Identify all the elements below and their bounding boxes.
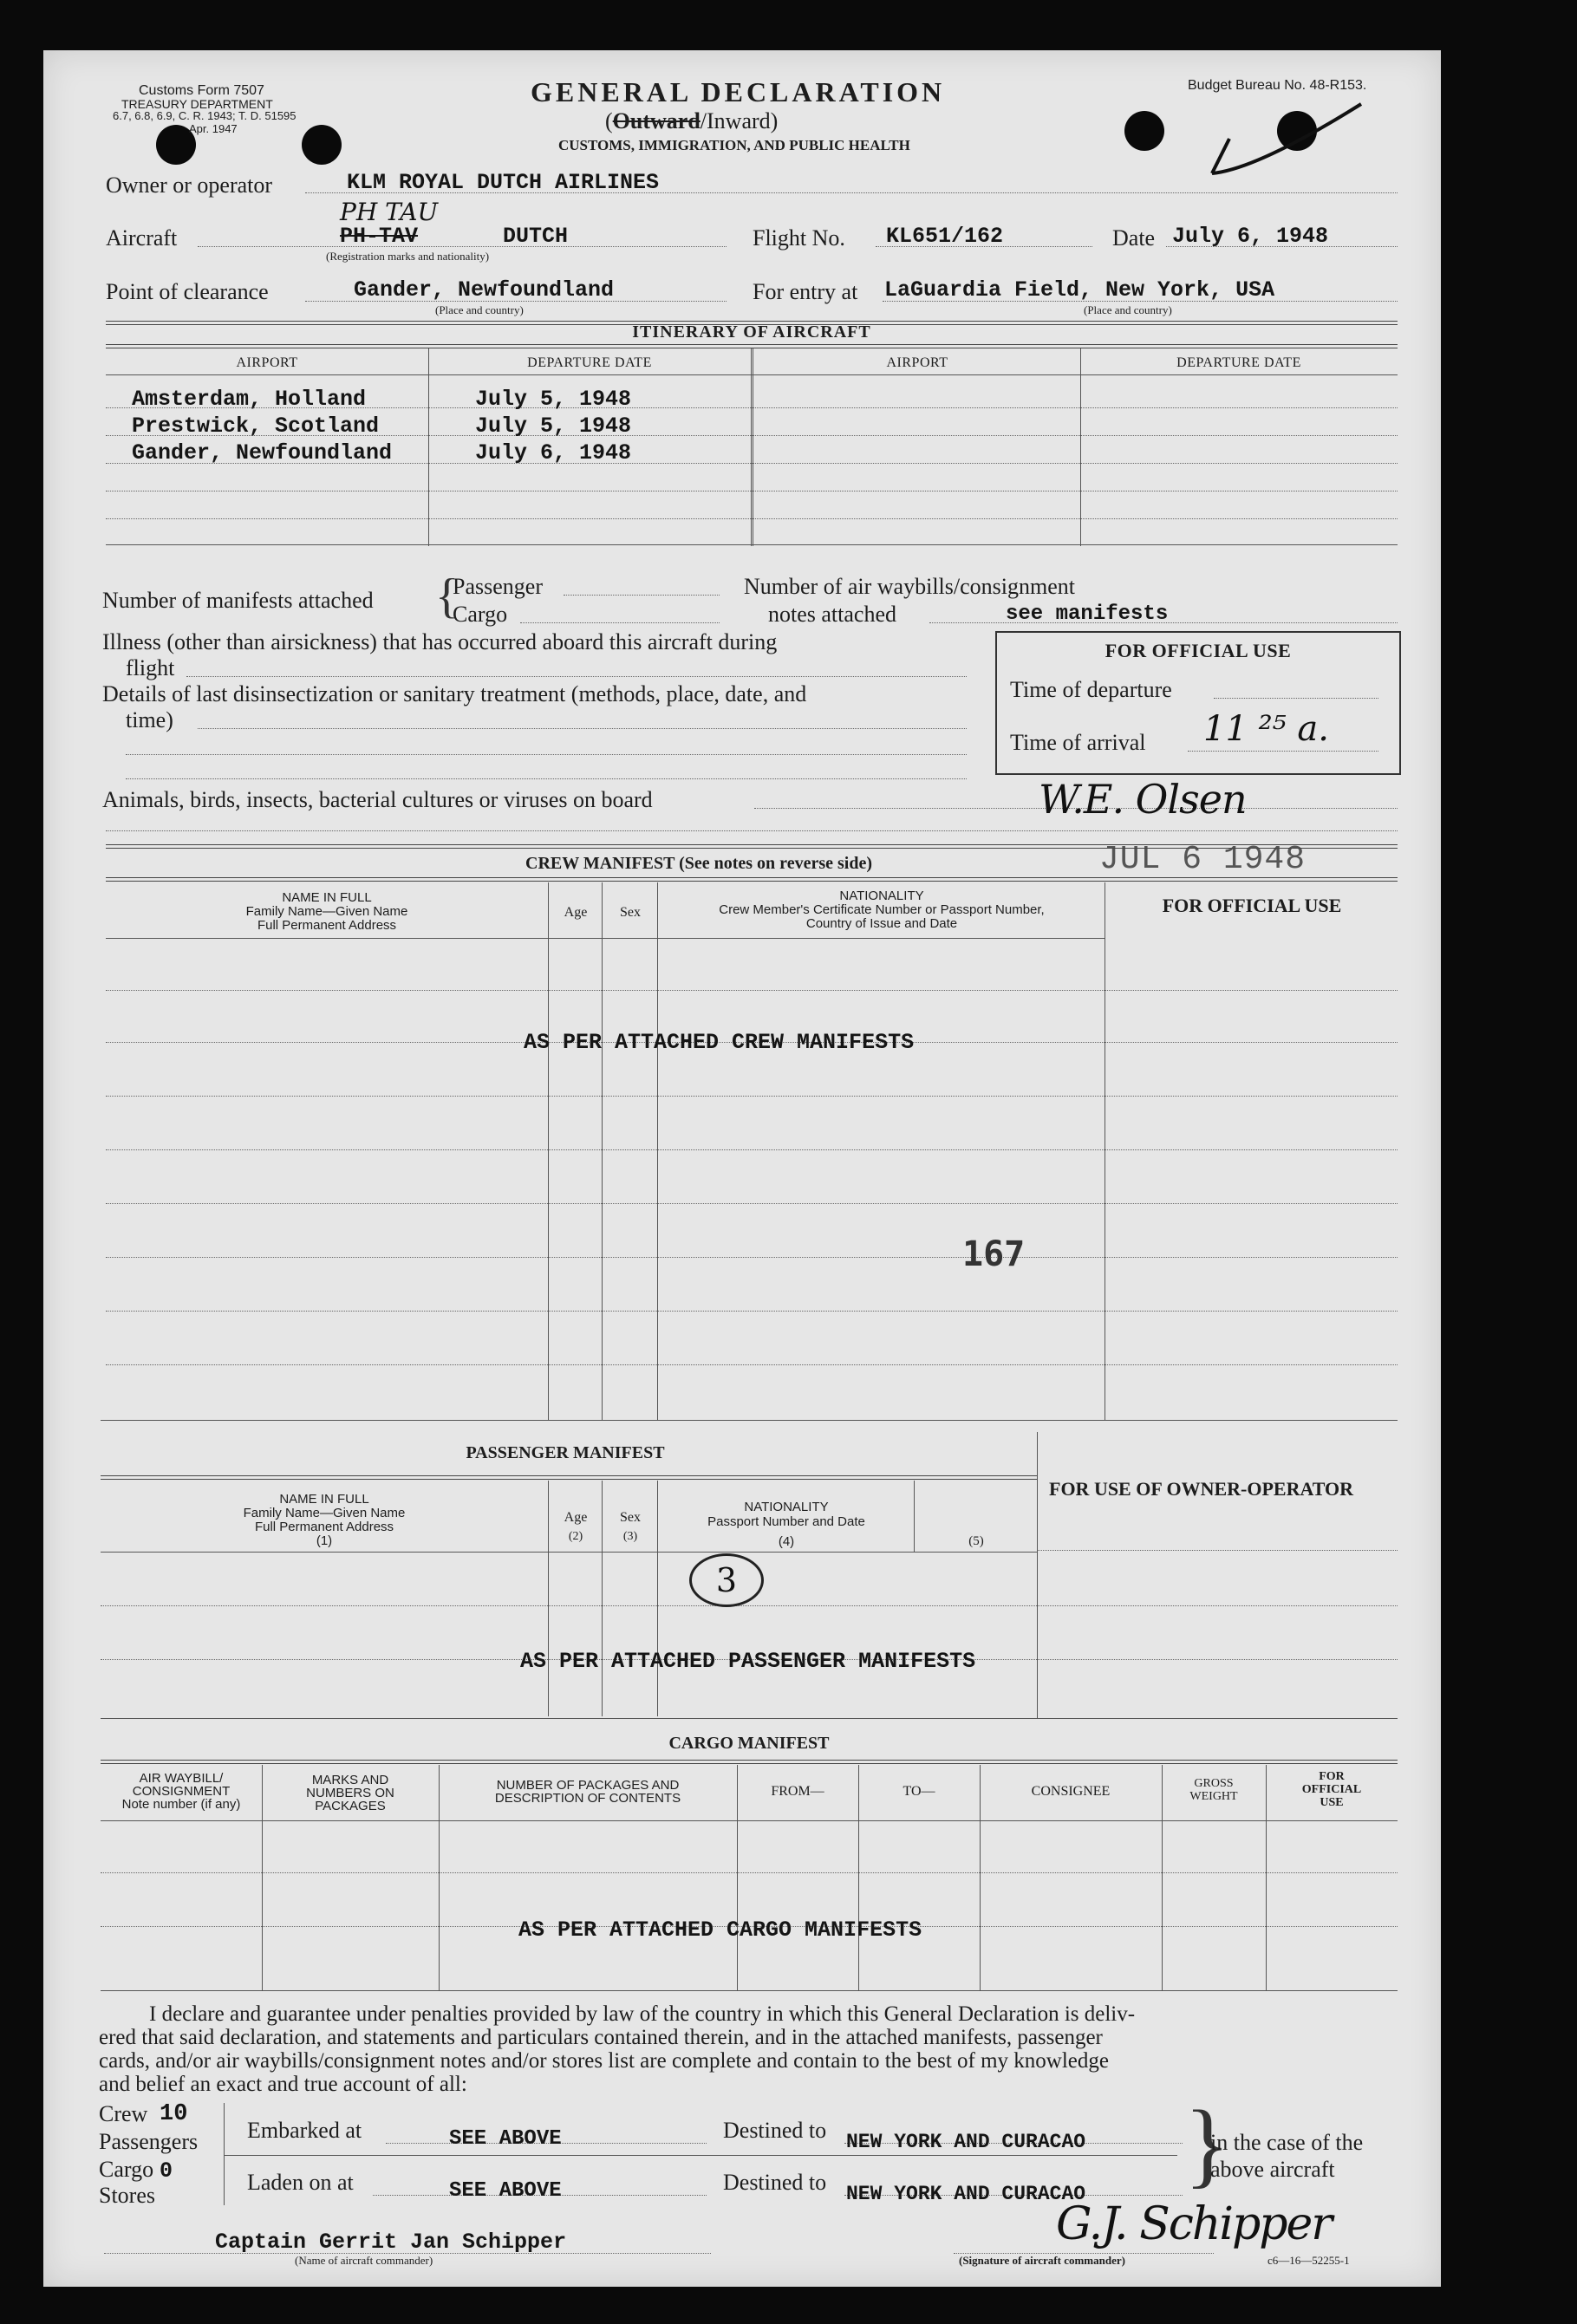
passenger-col-sex	[603, 1508, 657, 1546]
document-subtitle: CUSTOMS, IMMIGRATION, AND PUBLIC HEALTH	[558, 137, 910, 153]
waybills-label-2: notes attached	[768, 602, 896, 627]
cargo-col-l1: NUMBER OF PACKAGES AND	[496, 1778, 680, 1793]
declaration-line: I declare and guarantee under penalties provided by law of the country in which this General Declaration is deliv-	[149, 2002, 1136, 2026]
laden-label: Laden on at	[247, 2170, 354, 2195]
passenger-col-sex-label: Sex	[620, 1510, 641, 1525]
cargo-col-l2: NUMBERS ON	[306, 1786, 394, 1800]
official-signature: W.E. Olsen	[1039, 776, 1247, 823]
date-label: Date	[1112, 225, 1156, 251]
aircraft-caption: (Registration marks and nationality)	[326, 250, 490, 263]
passenger-col-nat-1: NATIONALITY	[744, 1500, 829, 1514]
passenger-col-name	[101, 1493, 548, 1548]
illness-label: Illness (other than airsickness) that has occurred aboard this aircraft during	[102, 629, 778, 654]
brace: {	[435, 570, 459, 623]
crew-col-name-1: NAME IN FULL	[282, 890, 372, 905]
destined-value: NEW YORK AND CURACAO	[846, 2131, 1086, 2153]
cargo-col-to: TO—	[903, 1784, 935, 1799]
cargo-title: CARGO MANIFEST	[668, 1734, 830, 1753]
declaration-text	[99, 2002, 1398, 2096]
department: TREASURY DEPARTMENT	[121, 97, 273, 111]
commander-caption: (Name of aircraft commander)	[295, 2254, 433, 2267]
passenger-col-name-1: NAME IN FULL	[279, 1492, 369, 1507]
time-arrival-value: 11 ²⁵ a.	[1203, 709, 1329, 749]
itinerary-col-airport: AIRPORT	[236, 355, 298, 370]
cargo-col-l1: AIR WAYBILL/	[139, 1771, 224, 1786]
itinerary-col-airport-2: AIRPORT	[886, 355, 948, 370]
crew-typed: AS PER ATTACHED CREW MANIFESTS	[524, 1030, 915, 1055]
crew-count: 10	[160, 2101, 188, 2127]
cargo-col-l2: CONSIGNMENT	[132, 1784, 231, 1799]
declaration-page	[43, 50, 1441, 2287]
passenger-col-n3: (3)	[622, 1530, 638, 1543]
declaration-line: ered that said declaration, and statements and particulars contained therein, and in the attached manifests, passenger	[99, 2026, 1103, 2049]
time-departure-label: Time of departure	[1010, 677, 1172, 702]
direction-inward: /Inward)	[700, 108, 779, 133]
passenger-col-nationality	[659, 1500, 914, 1549]
commander-name: Captain Gerrit Jan Schipper	[215, 2230, 567, 2255]
entry-caption: (Place and country)	[1084, 303, 1172, 316]
manifests-label: Number of manifests attached	[102, 588, 374, 613]
itinerary-airport: Amsterdam, Holland	[132, 387, 367, 412]
date-stamp: JUL 6 1948	[1099, 841, 1307, 878]
cargo-col-l1: GROSS	[1194, 1777, 1234, 1790]
passenger-col-n2: (2)	[568, 1530, 583, 1543]
clearance-caption: (Place and country)	[435, 303, 524, 316]
stores-label: Stores	[99, 2183, 155, 2208]
punch-hole	[302, 125, 342, 165]
cargo-col-weight	[1162, 1777, 1266, 1803]
crew-col-name-3: Full Permanent Address	[257, 918, 397, 933]
itinerary-airport: Gander, Newfoundland	[132, 440, 393, 465]
cargo-col-l3: USE	[1320, 1796, 1344, 1809]
cargo-col-l3: Note number (if any)	[121, 1797, 241, 1812]
illness-label-2: flight	[126, 655, 175, 680]
passenger-typed: AS PER ATTACHED PASSENGER MANIFESTS	[520, 1649, 976, 1674]
crew-stamp-number: 167	[962, 1234, 1026, 1274]
cargo-col-l2: OFFICIAL	[1301, 1783, 1362, 1796]
punch-hole	[1124, 111, 1164, 151]
waybills-label: Number of air waybills/consignment	[744, 574, 1075, 599]
animals-label: Animals, birds, insects, bacterial cultures or viruses on board	[102, 787, 653, 812]
cargo-col-l2: DESCRIPTION OF CONTENTS	[494, 1791, 681, 1806]
clearance-value: Gander, Newfoundland	[354, 277, 615, 303]
manifests-passenger: Passenger	[453, 574, 543, 599]
case-line-2: above aircraft	[1210, 2157, 1335, 2182]
regulations: 6.7, 6.8, 6.9, C. R. 1943; T. D. 51595	[113, 109, 297, 122]
aircraft-nationality: DUTCH	[503, 224, 569, 249]
itinerary-airport: Prestwick, Scotland	[132, 413, 380, 439]
cargo-col-l3: PACKAGES	[315, 1799, 386, 1813]
budget-number: Budget Bureau No. 48-R153.	[1188, 78, 1367, 93]
embarked-label: Embarked at	[247, 2118, 362, 2143]
checkmark-icon	[1205, 91, 1378, 186]
brace-right: }	[1184, 2091, 1230, 2197]
owner-value: KLM ROYAL DUTCH AIRLINES	[347, 170, 660, 195]
document-title: GENERAL DECLARATION	[531, 76, 946, 107]
cargo-col-l2: WEIGHT	[1189, 1790, 1238, 1803]
passenger-col-name-2: Family Name—Given Name	[243, 1506, 406, 1520]
crew-title: CREW MANIFEST (See notes on reverse side)	[525, 854, 872, 873]
manifests-cargo: Cargo	[453, 602, 508, 627]
flight-label: Flight No.	[753, 225, 845, 251]
cargo-col-official	[1266, 1770, 1398, 1809]
signature-caption: (Signature of aircraft commander)	[959, 2254, 1125, 2267]
official-box-title: FOR OFFICIAL USE	[1105, 640, 1292, 661]
passenger-col-n5: (5)	[968, 1534, 984, 1548]
print-code: c6—16—52255-1	[1267, 2254, 1350, 2267]
passenger-col-name-3: Full Permanent Address	[254, 1520, 394, 1534]
passenger-title: PASSENGER MANIFEST	[466, 1443, 665, 1462]
waybills-value: see manifests	[1006, 602, 1169, 626]
crew-col-sex: Sex	[620, 905, 641, 920]
form-id: Customs Form 7507	[139, 83, 264, 98]
commander-signature: G.J. Schipper	[1056, 2198, 1332, 2250]
passenger-col-age	[550, 1508, 602, 1546]
crew-col-official: FOR OFFICIAL USE	[1162, 895, 1342, 916]
case-line-1: in the case of the	[1210, 2130, 1364, 2155]
itinerary-date: July 6, 1948	[475, 440, 632, 465]
crew-col-name	[106, 891, 548, 933]
cargo-col-l1: FOR	[1319, 1770, 1345, 1783]
itinerary-date: July 5, 1948	[475, 387, 632, 412]
aircraft-handwritten: PH TAU	[340, 198, 439, 226]
destined-label: Destined to	[723, 2118, 827, 2143]
disinsect-label-2: time)	[126, 707, 173, 732]
struck-outward: Outward	[612, 108, 701, 133]
passenger-handwritten: 3	[689, 1553, 764, 1607]
crew-label: Crew	[99, 2101, 148, 2126]
itinerary-date: July 5, 1948	[475, 413, 632, 439]
crew-col-nat-1: NATIONALITY	[839, 889, 924, 903]
passenger-col-nat-2: Passport Number and Date	[707, 1514, 865, 1529]
crew-col-nat-2: Crew Member's Certificate Number or Passport Number,	[719, 902, 1045, 917]
aircraft-registration: PH-TAV	[340, 224, 419, 249]
date-value: July 6, 1948	[1172, 224, 1329, 249]
declaration-line: and belief an exact and true account of all:	[99, 2073, 467, 2096]
passenger-col-age-label: Age	[564, 1510, 588, 1525]
destined-label-2: Destined to	[723, 2170, 827, 2195]
crew-col-nationality	[659, 889, 1105, 931]
time-arrival-label: Time of arrival	[1010, 730, 1146, 755]
itinerary-col-departure: DEPARTURE DATE	[527, 355, 652, 370]
cargo-typed: AS PER ATTACHED CARGO MANIFESTS	[518, 1917, 922, 1943]
entry-value: LaGuardia Field, New York, USA	[884, 277, 1275, 303]
crew-col-name-2: Family Name—Given Name	[245, 904, 408, 919]
itinerary-col-departure-2: DEPARTURE DATE	[1176, 355, 1301, 370]
declaration-line: cards, and/or air waybills/consignment notes and/or stores list are complete and contain to the best of my knowledge	[99, 2049, 1109, 2073]
laden-value: SEE ABOVE	[449, 2179, 562, 2203]
destined-value-2: NEW YORK AND CURACAO	[846, 2183, 1086, 2205]
passenger-col-owner: FOR USE OF OWNER-OPERATOR	[1049, 1478, 1354, 1500]
owner-label: Owner or operator	[106, 173, 273, 198]
crew-col-age: Age	[564, 905, 588, 920]
passengers-label: Passengers	[99, 2129, 199, 2154]
entry-label: For entry at	[753, 279, 858, 304]
cargo-col-description	[439, 1779, 737, 1805]
flight-value: KL651/162	[886, 224, 1004, 249]
disinsect-label: Details of last disinsectization or sanitary treatment (methods, place, date, and	[102, 681, 807, 706]
clearance-label: Point of clearance	[106, 279, 269, 304]
passenger-col-n1: (1)	[316, 1533, 333, 1548]
itinerary-title: ITINERARY OF AIRCRAFT	[632, 322, 871, 342]
passenger-col-n4: (4)	[778, 1534, 795, 1549]
cargo-label: Cargo	[99, 2157, 154, 2182]
crew-col-nat-3: Country of Issue and Date	[805, 916, 958, 931]
aircraft-label: Aircraft	[106, 225, 178, 251]
direction-line: (Outward/Inward)	[605, 108, 779, 133]
cargo-count: 0	[160, 2158, 173, 2184]
form-date: Apr. 1947	[189, 122, 238, 135]
cargo-col-l1: MARKS AND	[311, 1773, 389, 1787]
cargo-col-marks	[262, 1774, 439, 1813]
embarked-value: SEE ABOVE	[449, 2127, 562, 2151]
cargo-col-consignee: CONSIGNEE	[1031, 1784, 1111, 1799]
cargo-col-waybill	[101, 1772, 262, 1811]
cargo-col-from: FROM—	[771, 1784, 824, 1799]
